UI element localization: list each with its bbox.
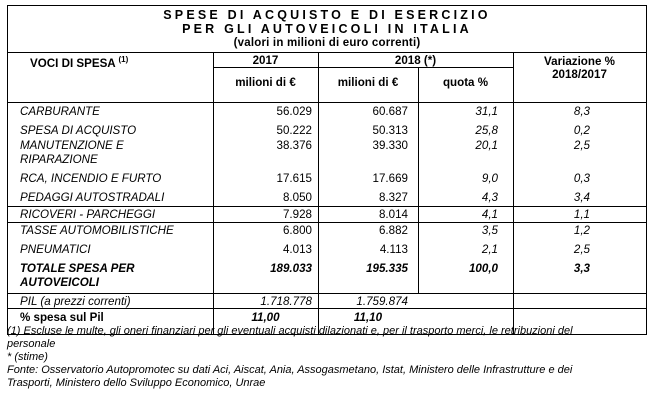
pil-value-2018: 1.759.874 — [356, 295, 408, 308]
row-value-2018: 39.330 — [372, 139, 408, 152]
table-subtitle: (valori in milioni di euro correnti) — [233, 37, 421, 49]
row-variazione: 8,3 — [573, 105, 590, 118]
row-quota: 2,1 — [481, 243, 498, 256]
row-label: RCA, INCENDIO E FURTO — [20, 172, 162, 185]
col-divider — [318, 52, 319, 335]
row-variazione: 2,5 — [573, 243, 590, 256]
total-value-2018: 195.335 — [366, 262, 408, 275]
row-value-2018: 4.113 — [379, 243, 408, 256]
footnote-1: (1) Escluse le multe, gli oneri finanziari per gli eventuali acquisti dilazionati e, per il trasporto merci, le retribuzioni del — [7, 325, 573, 337]
pil-label: PIL (a prezzi correnti) — [20, 295, 131, 308]
footnote-estimates: * (stime) — [7, 351, 48, 363]
row-value-2017: 50.222 — [276, 124, 312, 137]
row-value-2017: 17.615 — [276, 172, 312, 185]
row-variazione: 0,2 — [573, 124, 590, 137]
row-value-2017: 6.800 — [282, 224, 312, 237]
spesa-pil-label: % spesa sul Pil — [20, 311, 104, 324]
row-label: PEDAGGI AUTOSTRADALI — [20, 191, 165, 204]
spesa-pil-value-2017: 11,00 — [251, 311, 280, 324]
row-quota: 4,1 — [481, 208, 498, 221]
col-divider — [513, 52, 514, 335]
row-label-cont: RIPARAZIONE — [20, 153, 98, 166]
header-variazione: Variazione % — [544, 55, 615, 68]
row-label: CARBURANTE — [20, 105, 100, 118]
row-label: MANUTENZIONE E — [20, 139, 124, 152]
row-variazione: 0,3 — [573, 172, 590, 185]
pil-value-2017: 1.718.778 — [260, 295, 312, 308]
row-value-2017: 4.013 — [282, 243, 312, 256]
row-value-2017: 8.050 — [282, 191, 312, 204]
total-quota: 100,0 — [468, 262, 498, 275]
total-value-2017: 189.033 — [270, 262, 312, 275]
rule-row — [8, 222, 646, 223]
row-variazione: 2,5 — [573, 139, 590, 152]
row-label: SPESA DI ACQUISTO — [20, 124, 137, 137]
header-milioni-2018: milioni di € — [337, 76, 399, 89]
row-value-2018: 6.882 — [378, 224, 408, 237]
header-voci: VOCI DI SPESA $^{(1)}$ — [30, 55, 129, 70]
row-value-2017: 56.029 — [276, 105, 312, 118]
header-milioni-2017: milioni di € — [235, 76, 296, 89]
row-label: PNEUMATICI — [20, 243, 91, 256]
row-value-2017: 7.928 — [282, 208, 312, 221]
rule-before-pil — [8, 293, 646, 294]
total-label-cont: AUTOVEICOLI — [20, 276, 100, 289]
footnote-source-cont: Trasporti, Ministero dello Sviluppo Economico, Unrae — [7, 377, 266, 389]
spesa-pil-value-2018: 11,10 — [353, 311, 383, 324]
row-variazione: 3,4 — [573, 191, 590, 204]
row-value-2018: 17.669 — [372, 172, 408, 185]
col-divider — [213, 52, 214, 335]
row-quota: 9,0 — [481, 172, 498, 185]
row-quota: 20,1 — [475, 139, 498, 152]
rule-year-divider — [213, 67, 513, 68]
row-value-2018: 8.327 — [378, 191, 408, 204]
row-variazione: 1,2 — [573, 224, 590, 237]
header-2017: 2017 — [252, 54, 279, 67]
total-variazione: 3,3 — [573, 262, 590, 275]
row-variazione: 1,1 — [573, 208, 590, 221]
row-quota: 31,1 — [475, 105, 498, 118]
row-quota: 4,3 — [481, 191, 498, 204]
row-value-2018: 60.687 — [372, 105, 408, 118]
row-label: RICOVERI - PARCHEGGI — [20, 208, 156, 221]
table-frame — [7, 5, 647, 335]
row-label: TASSE AUTOMOBILISTICHE — [20, 224, 174, 237]
footnote-1-cont: personale — [7, 338, 56, 350]
header-quota: quota % — [442, 76, 489, 89]
row-value-2017: 38.376 — [276, 139, 312, 152]
header-2018: 2018 (*) — [394, 54, 437, 67]
header-variazione-years: 2018/2017 — [552, 68, 607, 81]
rule-header-bottom — [8, 102, 646, 103]
footnote-source: Fonte: Osservatorio Autopromotec su dati Aci, Aiscat, Ania, Assogasmetano, Istat, Ministero delle Infrastrutture e dei — [7, 364, 573, 376]
row-value-2018: 8.014 — [378, 208, 408, 221]
table-title-line2: PER GLI AUTOVEICOLI IN ITALIA — [182, 22, 472, 36]
rule-after-pil — [8, 308, 646, 309]
row-value-2018: 50.313 — [372, 124, 408, 137]
rule-row — [8, 206, 646, 207]
row-quota: 25,8 — [475, 124, 498, 137]
total-label: TOTALE SPESA PER — [20, 262, 135, 275]
col-divider — [418, 67, 419, 293]
footnotes — [7, 325, 652, 390]
table-title-line1: SPESE DI ACQUISTO E DI ESERCIZIO — [163, 8, 491, 22]
rule-header-top — [8, 52, 646, 53]
row-quota: 3,5 — [481, 224, 498, 237]
